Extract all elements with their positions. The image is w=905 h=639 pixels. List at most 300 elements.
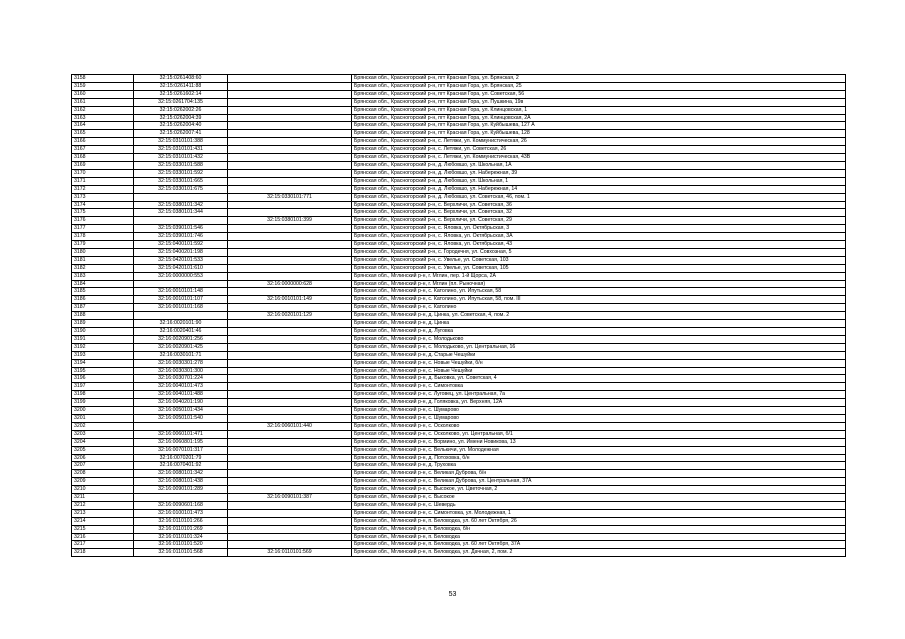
table-row (72, 375, 846, 383)
address-cell: Брянская обл., Мглинский р-н, д. Старые Чешуйки (352, 351, 846, 359)
address-cell: Брянская обл., Красногорский р-н, с. Увелье, ул. Советская, 103 (352, 256, 846, 264)
cadastral-number-cell: 32:16:0030101:71 (134, 351, 228, 359)
premises-cadastral-cell (228, 256, 352, 264)
row-number-cell: 3192 (72, 343, 134, 351)
address-cell: Брянская обл., Мглинский р-н, с. Симонтовка, ул. Молодежная, 1 (352, 509, 846, 517)
cadastral-number-cell (134, 494, 228, 502)
cadastral-number-cell: 32:16:0070101:317 (134, 446, 228, 454)
row-number-cell: 3174 (72, 201, 134, 209)
premises-cadastral-cell (228, 122, 352, 130)
address-cell: Брянская обл., Красногорский р-н, д. Любовшо, ул. Школьная, 1А (352, 161, 846, 169)
row-number-cell: 3216 (72, 533, 134, 541)
register-sheet (71, 74, 845, 557)
premises-cadastral-cell (228, 517, 352, 525)
cadastral-number-cell: 32:16:0060801:195 (134, 438, 228, 446)
address-cell: Брянская обл., Красногорский р-н, пгт Красная Гора, ул. Клинцовская, 2А (352, 114, 846, 122)
table-row (72, 138, 846, 146)
row-number-cell: 3214 (72, 517, 134, 525)
premises-cadastral-cell (228, 391, 352, 399)
cadastral-number-cell: 32:15:0310101:432 (134, 154, 228, 162)
cadastral-number-cell: 32:16:0060101:471 (134, 430, 228, 438)
cadastral-number-cell: 32:16:0020901:425 (134, 343, 228, 351)
premises-cadastral-cell (228, 335, 352, 343)
premises-cadastral-cell (228, 470, 352, 478)
table-row (72, 549, 846, 557)
address-cell: Брянская обл., Мглинский р-н, с. Молодьково, ул. Центральная, 16 (352, 343, 846, 351)
row-number-cell: 3162 (72, 106, 134, 114)
premises-cadastral-cell (228, 399, 352, 407)
cadastral-number-cell: 32:16:0100101:473 (134, 509, 228, 517)
address-cell: Брянская обл., Мглинский р-н, д. Цинка (352, 320, 846, 328)
premises-cadastral-cell (228, 478, 352, 486)
row-number-cell: 3211 (72, 494, 134, 502)
cadastral-number-cell (134, 280, 228, 288)
table-row (72, 351, 846, 359)
table-row (72, 114, 846, 122)
address-cell: Брянская обл., Мглинский р-н, д. Луговка (352, 328, 846, 336)
address-cell: Брянская обл., Мглинский р-н, с. Шумарово (352, 407, 846, 415)
address-cell: Брянская обл., Мглинский р-н, с. Великая Дуброва, б/н (352, 470, 846, 478)
table-row (72, 122, 846, 130)
premises-cadastral-cell (228, 248, 352, 256)
premises-cadastral-cell (228, 201, 352, 209)
table-row (72, 154, 846, 162)
address-cell: Брянская обл., Красногорский р-н, с. Яловка, ул. Октябрьская, 3А (352, 233, 846, 241)
cadastral-number-cell: 32:15:0262004:40 (134, 122, 228, 130)
cadastral-number-cell: 32:15:0330101:665 (134, 177, 228, 185)
address-cell: Брянская обл., Мглинский р-н, г. Мглин (пл. Рыночная) (352, 280, 846, 288)
cadastral-number-cell: 32:15:0262007:41 (134, 130, 228, 138)
row-number-cell: 3176 (72, 217, 134, 225)
address-cell: Брянская обл., Красногорский р-н, д. Любовшо, ул. Школьная, 1 (352, 177, 846, 185)
table-row (72, 90, 846, 98)
premises-cadastral-cell (228, 407, 352, 415)
table-row (72, 407, 846, 415)
cadastral-number-cell: 32:16:0070201:79 (134, 454, 228, 462)
cadastral-number-cell: 32:15:0330101:592 (134, 169, 228, 177)
row-number-cell: 3186 (72, 296, 134, 304)
row-number-cell: 3201 (72, 414, 134, 422)
address-cell: Брянская обл., Мглинский р-н, п. Беловодка, ул. Дачная, 2, пом. 2 (352, 549, 846, 557)
page-number: 53 (448, 591, 457, 598)
address-cell: Брянская обл., Мглинский р-н, с. Высокое, ул. Цветочная, 2 (352, 486, 846, 494)
table-row (72, 446, 846, 454)
premises-cadastral-cell (228, 320, 352, 328)
table-row (72, 438, 846, 446)
address-cell: Брянская обл., Красногорский р-н, с. Летяжи, ул. Советская, 26 (352, 146, 846, 154)
row-number-cell: 3167 (72, 146, 134, 154)
cadastral-number-cell: 32:15:0330101:675 (134, 185, 228, 193)
row-number-cell: 3171 (72, 177, 134, 185)
premises-cadastral-cell: 32:16:0060101:440 (228, 422, 352, 430)
table-row (72, 312, 846, 320)
table-row (72, 533, 846, 541)
row-number-cell: 3206 (72, 454, 134, 462)
address-cell: Брянская обл., Красногорский р-н, с. Верхличи, ул. Советская, 32 (352, 209, 846, 217)
row-number-cell: 3168 (72, 154, 134, 162)
table-row (72, 256, 846, 264)
premises-cadastral-cell (228, 525, 352, 533)
row-number-cell: 3196 (72, 375, 134, 383)
address-cell: Брянская обл., Красногорский р-н, с. Верхличи, ул. Советская, 36 (352, 201, 846, 209)
premises-cadastral-cell (228, 359, 352, 367)
cadastral-number-cell: 32:16:0080101:438 (134, 478, 228, 486)
table-row (72, 359, 846, 367)
premises-cadastral-cell (228, 209, 352, 217)
premises-cadastral-cell (228, 98, 352, 106)
row-number-cell: 3217 (72, 541, 134, 549)
table-row (72, 304, 846, 312)
cadastral-number-cell: 32:15:0380101:342 (134, 201, 228, 209)
cadastral-number-cell: 32:15:0261411:88 (134, 82, 228, 90)
table-row (72, 399, 846, 407)
table-row (72, 328, 846, 336)
cadastral-number-cell: 32:16:0110101:266 (134, 517, 228, 525)
premises-cadastral-cell (228, 414, 352, 422)
address-cell: Брянская обл., Красногорский р-н, пгт Красная Гора, ул. Куйбышева, 127 А (352, 122, 846, 130)
address-cell: Брянская обл., Мглинский р-н, д. Потоховка, б/н (352, 454, 846, 462)
cadastral-number-cell: 32:16:0110101:269 (134, 525, 228, 533)
row-number-cell: 3190 (72, 328, 134, 336)
cadastral-number-cell (134, 193, 228, 201)
address-cell: Брянская обл., Красногорский р-н, с. Яловка, ул. Октябрьская, 3 (352, 225, 846, 233)
table-row (72, 217, 846, 225)
table-row (72, 320, 846, 328)
cadastral-number-cell: 32:16:0080101:342 (134, 470, 228, 478)
cadastral-number-cell: 32:16:0020101:90 (134, 320, 228, 328)
table-row (72, 462, 846, 470)
row-number-cell: 3207 (72, 462, 134, 470)
table-row (72, 146, 846, 154)
row-number-cell: 3164 (72, 122, 134, 130)
table-row (72, 541, 846, 549)
cadastral-number-cell: 32:16:0090101:289 (134, 486, 228, 494)
cadastral-number-cell: 32:16:0040201:190 (134, 399, 228, 407)
address-cell: Брянская обл., Красногорский р-н, с. Яловка, ул. Октябрьская, 43 (352, 241, 846, 249)
table-row (72, 525, 846, 533)
table-row (72, 470, 846, 478)
address-cell: Брянская обл., Красногорский р-н, с. Верхличи, ул. Советская, 29 (352, 217, 846, 225)
address-cell: Брянская обл., Красногорский р-н, с. Увелье, ул. Советская, 105 (352, 264, 846, 272)
cadastral-number-cell: 32:16:0040101:473 (134, 383, 228, 391)
row-number-cell: 3203 (72, 430, 134, 438)
row-number-cell: 3169 (72, 161, 134, 169)
premises-cadastral-cell (228, 82, 352, 90)
address-cell: Брянская обл., Красногорский р-н, д. Любовшо, ул. Советская, 46, пом. 1 (352, 193, 846, 201)
table-row (72, 430, 846, 438)
premises-cadastral-cell (228, 367, 352, 375)
cadastral-number-cell: 32:15:0420101:610 (134, 264, 228, 272)
table-row (72, 296, 846, 304)
table-row (72, 241, 846, 249)
table-row (72, 478, 846, 486)
premises-cadastral-cell (228, 106, 352, 114)
premises-cadastral-cell (228, 454, 352, 462)
cadastral-number-cell: 32:16:0030301:300 (134, 367, 228, 375)
premises-cadastral-cell (228, 154, 352, 162)
cadastral-number-cell: 32:15:0400201:198 (134, 248, 228, 256)
row-number-cell: 3182 (72, 264, 134, 272)
row-number-cell: 3184 (72, 280, 134, 288)
premises-cadastral-cell (228, 114, 352, 122)
cadastral-number-cell: 32:15:0261602:14 (134, 90, 228, 98)
row-number-cell: 3210 (72, 486, 134, 494)
address-cell: Брянская обл., Мглинский р-н, с. Новые Чешуйки (352, 367, 846, 375)
address-cell: Брянская обл., Красногорский р-н, д. Любовшо, ул. Набережная, 14 (352, 185, 846, 193)
cadastral-number-cell (134, 422, 228, 430)
table-row (72, 454, 846, 462)
cadastral-number-cell: 32:16:0000000:553 (134, 272, 228, 280)
address-cell: Брянская обл., Мглинский р-н, с. Осколково, ул. Центральная, б/1 (352, 430, 846, 438)
premises-cadastral-cell (228, 225, 352, 233)
cadastral-number-cell (134, 312, 228, 320)
address-cell: Брянская обл., Мглинский р-н, п. Беловодка, ул. 60 лет Октября, 37А (352, 541, 846, 549)
row-number-cell: 3185 (72, 288, 134, 296)
premises-cadastral-cell (228, 501, 352, 509)
row-number-cell: 3175 (72, 209, 134, 217)
row-number-cell: 3193 (72, 351, 134, 359)
property-register-table (71, 74, 846, 557)
cadastral-number-cell: 32:16:0020901:256 (134, 335, 228, 343)
cadastral-number-cell: 32:15:0390101:746 (134, 233, 228, 241)
cadastral-number-cell: 32:15:0310101:431 (134, 146, 228, 154)
table-row (72, 509, 846, 517)
premises-cadastral-cell (228, 509, 352, 517)
table-row (72, 391, 846, 399)
table-row (72, 201, 846, 209)
address-cell: Брянская обл., Мглинский р-н, п. Беловодка, б/н (352, 525, 846, 533)
table-row (72, 75, 846, 83)
premises-cadastral-cell (228, 375, 352, 383)
cadastral-number-cell: 32:16:0110101:324 (134, 533, 228, 541)
cadastral-number-cell: 32:16:0020401:46 (134, 328, 228, 336)
cadastral-number-cell: 32:16:0010101:148 (134, 288, 228, 296)
row-number-cell: 3195 (72, 367, 134, 375)
cadastral-number-cell: 32:16:0050101:540 (134, 414, 228, 422)
premises-cadastral-cell (228, 272, 352, 280)
table-row (72, 517, 846, 525)
row-number-cell: 3179 (72, 241, 134, 249)
row-number-cell: 3161 (72, 98, 134, 106)
address-cell: Брянская обл., Мглинский р-н, г. Мглин, пер. 1-й Щорса, 2А (352, 272, 846, 280)
premises-cadastral-cell (228, 233, 352, 241)
row-number-cell: 3188 (72, 312, 134, 320)
row-number-cell: 3202 (72, 422, 134, 430)
row-number-cell: 3180 (72, 248, 134, 256)
cadastral-number-cell: 32:15:0420101:533 (134, 256, 228, 264)
cadastral-number-cell: 32:15:0400101:592 (134, 241, 228, 249)
row-number-cell: 3173 (72, 193, 134, 201)
row-number-cell: 3183 (72, 272, 134, 280)
row-number-cell: 3218 (72, 549, 134, 557)
cadastral-number-cell: 32:15:0261704:135 (134, 98, 228, 106)
table-row (72, 343, 846, 351)
cadastral-number-cell (134, 217, 228, 225)
cadastral-number-cell: 32:15:0262004:39 (134, 114, 228, 122)
table-body (72, 75, 846, 557)
address-cell: Брянская обл., Мглинский р-н, с. Молодьково (352, 335, 846, 343)
address-cell: Брянская обл., Красногорский р-н, пгт Красная Гора, ул. Куйбышева, 128 (352, 130, 846, 138)
premises-cadastral-cell (228, 533, 352, 541)
address-cell: Брянская обл., Мглинский р-н, п. Беловодка (352, 533, 846, 541)
address-cell: Брянская обл., Мглинский р-н, с. Симонтовка (352, 383, 846, 391)
address-cell: Брянская обл., Мглинский р-н, с. Католино, ул. Ипутьская, 58 (352, 288, 846, 296)
premises-cadastral-cell: 32:16:0110101:569 (228, 549, 352, 557)
address-cell: Брянская обл., Мглинский р-н, с. Великая Дуброва, ул. Центральная, 37А (352, 478, 846, 486)
address-cell: Брянская обл., Красногорский р-н, пгт Красная Гора, ул. Брянская, 25 (352, 82, 846, 90)
address-cell: Брянская обл., Красногорский р-н, пгт Красная Гора, ул. Советская, 56 (352, 90, 846, 98)
table-row (72, 161, 846, 169)
row-number-cell: 3212 (72, 501, 134, 509)
premises-cadastral-cell (228, 438, 352, 446)
table-row (72, 82, 846, 90)
row-number-cell: 3166 (72, 138, 134, 146)
premises-cadastral-cell (228, 430, 352, 438)
address-cell: Брянская обл., Красногорский р-н, с. Летяжи, ул. Коммунистическая, 43В (352, 154, 846, 162)
premises-cadastral-cell (228, 304, 352, 312)
cadastral-number-cell: 32:15:0262002:26 (134, 106, 228, 114)
row-number-cell: 3215 (72, 525, 134, 533)
table-row (72, 280, 846, 288)
premises-cadastral-cell (228, 541, 352, 549)
address-cell: Брянская обл., Мглинский р-н, с. Шумарово (352, 414, 846, 422)
premises-cadastral-cell (228, 90, 352, 98)
premises-cadastral-cell (228, 185, 352, 193)
table-row (72, 106, 846, 114)
address-cell: Брянская обл., Красногорский р-н, д. Любовшо, ул. Набережная, 39 (352, 169, 846, 177)
row-number-cell: 3181 (72, 256, 134, 264)
premises-cadastral-cell (228, 446, 352, 454)
cadastral-number-cell: 32:16:0040101:488 (134, 391, 228, 399)
premises-cadastral-cell (228, 264, 352, 272)
table-row (72, 494, 846, 502)
premises-cadastral-cell: 32:16:0020101:129 (228, 312, 352, 320)
table-row (72, 414, 846, 422)
address-cell: Брянская обл., Мглинский р-н, д. Цинка, ул. Советская, 4, пом. 2 (352, 312, 846, 320)
address-cell: Брянская обл., Мглинский р-н, с. Католино, ул. Ипутьская, 58, пом. III (352, 296, 846, 304)
cadastral-number-cell: 32:16:0010101:107 (134, 296, 228, 304)
table-row (72, 288, 846, 296)
cadastral-number-cell: 32:15:0330101:588 (134, 161, 228, 169)
cadastral-number-cell: 32:16:0090601:168 (134, 501, 228, 509)
table-row (72, 98, 846, 106)
row-number-cell: 3170 (72, 169, 134, 177)
address-cell: Брянская обл., Красногорский р-н, пгт Красная Гора, ул. Брянская, 2 (352, 75, 846, 83)
premises-cadastral-cell (228, 169, 352, 177)
address-cell: Брянская обл., Мглинский р-н, д. Быковка, ул. Советская, 4 (352, 375, 846, 383)
address-cell: Брянская обл., Красногорский р-н, пгт Красная Гора, ул. Пушкина, 19в (352, 98, 846, 106)
row-number-cell: 3178 (72, 233, 134, 241)
cadastral-number-cell: 32:16:0030701:224 (134, 375, 228, 383)
row-number-cell: 3177 (72, 225, 134, 233)
premises-cadastral-cell (228, 177, 352, 185)
address-cell: Брянская обл., Красногорский р-н, с. Городечня, ул. Совхозная, 5 (352, 248, 846, 256)
row-number-cell: 3158 (72, 75, 134, 83)
address-cell: Брянская обл., Мглинский р-н, с. Велькичи, ул. Молодежная (352, 446, 846, 454)
cadastral-number-cell: 32:15:0390101:546 (134, 225, 228, 233)
premises-cadastral-cell: 32:16:0000000:628 (228, 280, 352, 288)
premises-cadastral-cell (228, 351, 352, 359)
table-row (72, 422, 846, 430)
row-number-cell: 3208 (72, 470, 134, 478)
row-number-cell: 3165 (72, 130, 134, 138)
row-number-cell: 3172 (72, 185, 134, 193)
address-cell: Брянская обл., Мглинский р-н, п. Беловодка, ул. 60 лет Октября, 26 (352, 517, 846, 525)
address-cell: Брянская обл., Мглинский р-н, с. Осколково (352, 422, 846, 430)
address-cell: Брянская обл., Красногорский р-н, пгт Красная Гора, ул. Клинцовская, 1 (352, 106, 846, 114)
row-number-cell: 3187 (72, 304, 134, 312)
cadastral-number-cell: 32:15:0310101:388 (134, 138, 228, 146)
premises-cadastral-cell: 32:15:0330101:771 (228, 193, 352, 201)
cadastral-number-cell: 32:16:0030301:278 (134, 359, 228, 367)
address-cell: Брянская обл., Мглинский р-н, с. Новые Чешуйки, б/н (352, 359, 846, 367)
row-number-cell: 3198 (72, 391, 134, 399)
table-row (72, 486, 846, 494)
table-row (72, 177, 846, 185)
row-number-cell: 3204 (72, 438, 134, 446)
premises-cadastral-cell: 32:16:0010101:149 (228, 296, 352, 304)
table-row (72, 169, 846, 177)
address-cell: Брянская обл., Красногорский р-н, с. Летяжи, ул. Коммунистическая, 26 (352, 138, 846, 146)
premises-cadastral-cell (228, 383, 352, 391)
table-row (72, 264, 846, 272)
premises-cadastral-cell (228, 241, 352, 249)
address-cell: Брянская обл., Мглинский р-н, с. Шевердь (352, 501, 846, 509)
table-row (72, 193, 846, 201)
cadastral-number-cell: 32:15:0261408:60 (134, 75, 228, 83)
table-row (72, 209, 846, 217)
address-cell: Брянская обл., Мглинский р-н, с. Луговец, ул. Центральная, 7а (352, 391, 846, 399)
table-row (72, 501, 846, 509)
address-cell: Брянская обл., Мглинский р-н, д. Труховка (352, 462, 846, 470)
row-number-cell: 3159 (72, 82, 134, 90)
row-number-cell: 3191 (72, 335, 134, 343)
row-number-cell: 3213 (72, 509, 134, 517)
table-row (72, 225, 846, 233)
premises-cadastral-cell (228, 462, 352, 470)
row-number-cell: 3189 (72, 320, 134, 328)
table-row (72, 185, 846, 193)
table-row (72, 335, 846, 343)
address-cell: Брянская обл., Мглинский р-н, с. Высокое (352, 494, 846, 502)
premises-cadastral-cell: 32:15:0380101:399 (228, 217, 352, 225)
premises-cadastral-cell (228, 288, 352, 296)
premises-cadastral-cell (228, 486, 352, 494)
table-row (72, 248, 846, 256)
premises-cadastral-cell (228, 75, 352, 83)
premises-cadastral-cell: 32:16:0090101:387 (228, 494, 352, 502)
premises-cadastral-cell (228, 146, 352, 154)
cadastral-number-cell: 32:16:0110101:520 (134, 541, 228, 549)
row-number-cell: 3160 (72, 90, 134, 98)
table-row (72, 130, 846, 138)
cadastral-number-cell: 32:15:0380101:344 (134, 209, 228, 217)
address-cell: Брянская обл., Мглинский р-н, с. Католино (352, 304, 846, 312)
row-number-cell: 3194 (72, 359, 134, 367)
premises-cadastral-cell (228, 161, 352, 169)
premises-cadastral-cell (228, 130, 352, 138)
address-cell: Брянская обл., Мглинский р-н, д. Голяковка, ул. Верхняя, 12А (352, 399, 846, 407)
table-row (72, 233, 846, 241)
row-number-cell: 3199 (72, 399, 134, 407)
address-cell: Брянская обл., Мглинский р-н, с. Вормино, ул. Имени Новикова, 13 (352, 438, 846, 446)
table-row (72, 272, 846, 280)
row-number-cell: 3209 (72, 478, 134, 486)
premises-cadastral-cell (228, 343, 352, 351)
cadastral-number-cell: 32:16:0050101:434 (134, 407, 228, 415)
cadastral-number-cell: 32:16:0110101:568 (134, 549, 228, 557)
row-number-cell: 3205 (72, 446, 134, 454)
